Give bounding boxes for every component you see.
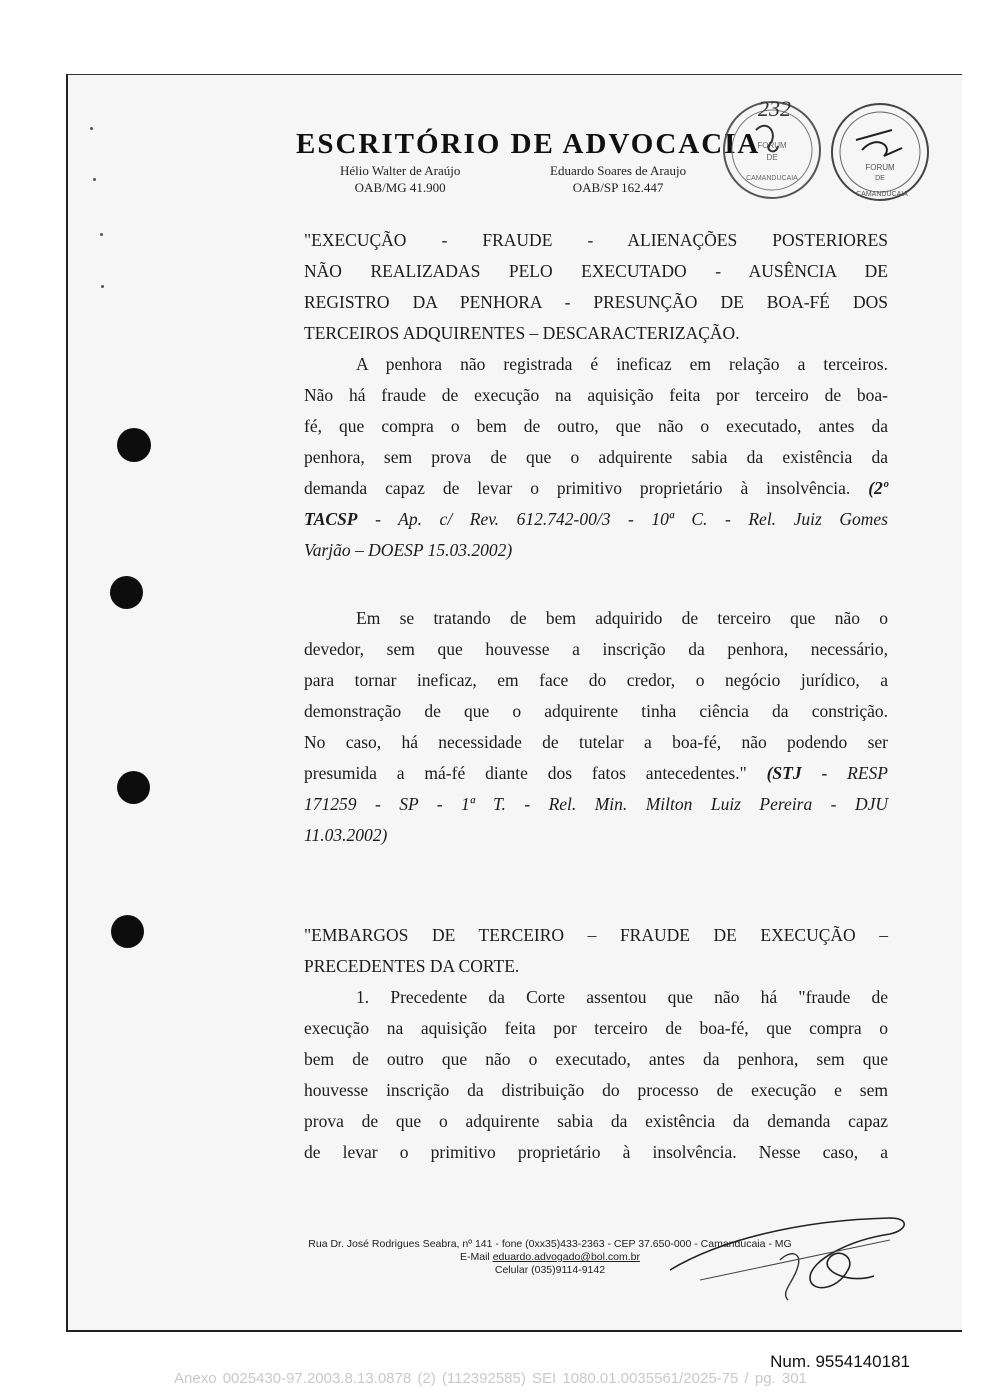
section-2-body-line: Em se tratando de bem adquirido de terceiro que não o bbox=[356, 608, 888, 628]
section-3-heading-line: PRECEDENTES DA CORTE. bbox=[304, 956, 520, 976]
section-3-body-line: execução na aquisição feita por terceiro de boa-fé, que compra o bbox=[304, 1018, 888, 1038]
court-stamps bbox=[716, 90, 936, 220]
section-2-body-line: demonstração de que o adquirente tinha ciência da constrição. bbox=[304, 701, 888, 721]
section-3-body-line: prova de que o adquirente sabia da existência da demanda capaz bbox=[304, 1111, 888, 1131]
stamp-2-top: FORUM bbox=[865, 163, 895, 172]
section-3-body-line: de levar o primitivo proprietário à insolvência. Nesse caso, a bbox=[304, 1142, 888, 1162]
footer-email-link[interactable]: eduardo.advogado@bol.com.br bbox=[492, 1251, 640, 1263]
section-1-heading-line: "EXECUÇÃO - FRAUDE - ALIENAÇÕES POSTERIORES bbox=[304, 230, 888, 250]
footer-address: Rua Dr. José Rodrigues Seabra, nº 141 - fone (0xx35)433-2363 - CEP 37.650-000 - Camanducaia - MG bbox=[308, 1238, 792, 1250]
document-number: Num. 9554140181 bbox=[770, 1352, 910, 1371]
section-1-heading-line: NÃO REALIZADAS PELO EXECUTADO - AUSÊNCIA DE bbox=[304, 261, 888, 281]
scan-speck bbox=[93, 178, 96, 181]
section-2-body-line: para tornar ineficaz, em face do credor, o negócio jurídico, a bbox=[304, 670, 888, 690]
citation-1-end: Varjão – DOESP 15.03.2002) bbox=[304, 540, 513, 560]
citation-2-start: - RESP bbox=[821, 763, 888, 783]
citation-2-line: 171259 - SP - 1ª T. - Rel. Min. Milton Luiz Pereira - DJU bbox=[304, 794, 888, 814]
citation-1-court: TACSP bbox=[304, 509, 358, 529]
section-3-heading-line: "EMBARGOS DE TERCEIRO – FRAUDE DE EXECUÇÃO – bbox=[304, 925, 888, 945]
stamp-2-scribble bbox=[856, 130, 902, 156]
handwritten-page-number: 232 bbox=[758, 96, 791, 121]
stamp-1-top: FORUM bbox=[757, 141, 787, 150]
stamp-1-mid: DE bbox=[766, 153, 778, 162]
scan-speck bbox=[90, 127, 93, 130]
lawyer-2-name: Eduardo Soares de Araujo bbox=[550, 163, 687, 178]
section-1-body-line: penhora, sem prova de que o adquirente sabia da existência da bbox=[304, 447, 888, 467]
section-3-body-line: houvesse inscrição da distribuição do processo de execução e sem bbox=[304, 1080, 888, 1100]
section-1-body-line-with-cite bbox=[304, 473, 888, 504]
footer-email-label: E-Mail bbox=[460, 1251, 490, 1263]
binder-hole bbox=[110, 576, 143, 609]
page-footer bbox=[270, 1238, 830, 1277]
citation-1-line bbox=[304, 504, 888, 535]
section-2 bbox=[304, 603, 888, 851]
lawyer-1 bbox=[340, 162, 460, 196]
footer-email-line bbox=[270, 1251, 830, 1264]
section-3-body-line: 1. Precedente da Corte assentou que não há "fraude de bbox=[356, 987, 888, 1007]
section-1-body-line: A penhora não registrada é ineficaz em relação a terceiros. bbox=[356, 354, 888, 374]
section-3 bbox=[304, 920, 888, 1168]
citation-2-court: (STJ bbox=[766, 763, 802, 783]
lawyer-2-oab: OAB/SP 162.447 bbox=[572, 180, 664, 195]
section-2-body-line: No caso, há necessidade de tutelar a boa-fé, não podendo ser bbox=[304, 732, 888, 752]
section-1-heading-line: TERCEIROS ADQUIRENTES – DESCARACTERIZAÇÃO. bbox=[304, 323, 740, 343]
section-1-body-line: demanda capaz de levar o primitivo proprietário à insolvência. bbox=[304, 478, 851, 498]
scan-speck bbox=[100, 233, 103, 236]
section-1-body-line: Não há fraude de execução na aquisição feita por terceiro de boa- bbox=[304, 385, 888, 405]
footer-cell: Celular (035)9114-9142 bbox=[494, 1264, 606, 1276]
stamp-1-bottom: CAMANDUCAIA bbox=[746, 175, 798, 182]
office-title: ESCRITÓRIO DE ADVOCACIA bbox=[296, 128, 761, 160]
section-1 bbox=[304, 225, 888, 566]
section-2-body-line-with-cite bbox=[304, 758, 888, 789]
lawyer-2 bbox=[550, 162, 686, 196]
section-1-body-line: fé, que compra o bem de outro, que não o executado, antes da bbox=[304, 416, 888, 436]
stamp-2-mid: DE bbox=[875, 175, 885, 182]
stamp-2-bottom: CAMANDUCAIA bbox=[856, 191, 908, 198]
section-2-body-line: devedor, sem que houvesse a inscrição da penhora, necessário, bbox=[304, 639, 888, 659]
section-2-last-line: presumida a má-fé diante dos fatos antecedentes." bbox=[304, 763, 747, 783]
scan-speck bbox=[101, 285, 104, 288]
lawyer-1-oab: OAB/MG 41.900 bbox=[354, 180, 446, 195]
document-watermark: Anexo 0025430-97.2003.8.13.0878 (2) (112392585) SEI 1080.01.0035561/2025-75 / pg. 301 bbox=[174, 1370, 807, 1387]
citation-1-prefix: (2º bbox=[868, 478, 889, 498]
stamp-circle-2 bbox=[832, 104, 928, 200]
binder-hole bbox=[117, 428, 151, 462]
section-3-body-line: bem de outro que não o executado, antes da penhora, sem que bbox=[304, 1049, 888, 1069]
binder-hole bbox=[117, 771, 150, 804]
citation-1-details: - Ap. c/ Rev. 612.742-00/3 - 10ª C. - Rel. Juiz Gomes bbox=[375, 509, 888, 529]
lawyer-1-name: Hélio Walter de Araújo bbox=[340, 163, 461, 178]
section-1-heading-line: REGISTRO DA PENHORA - PRESUNÇÃO DE BOA-FÉ DOS bbox=[304, 292, 888, 312]
citation-2-end: 11.03.2002) bbox=[304, 825, 388, 845]
binder-hole bbox=[111, 915, 144, 948]
